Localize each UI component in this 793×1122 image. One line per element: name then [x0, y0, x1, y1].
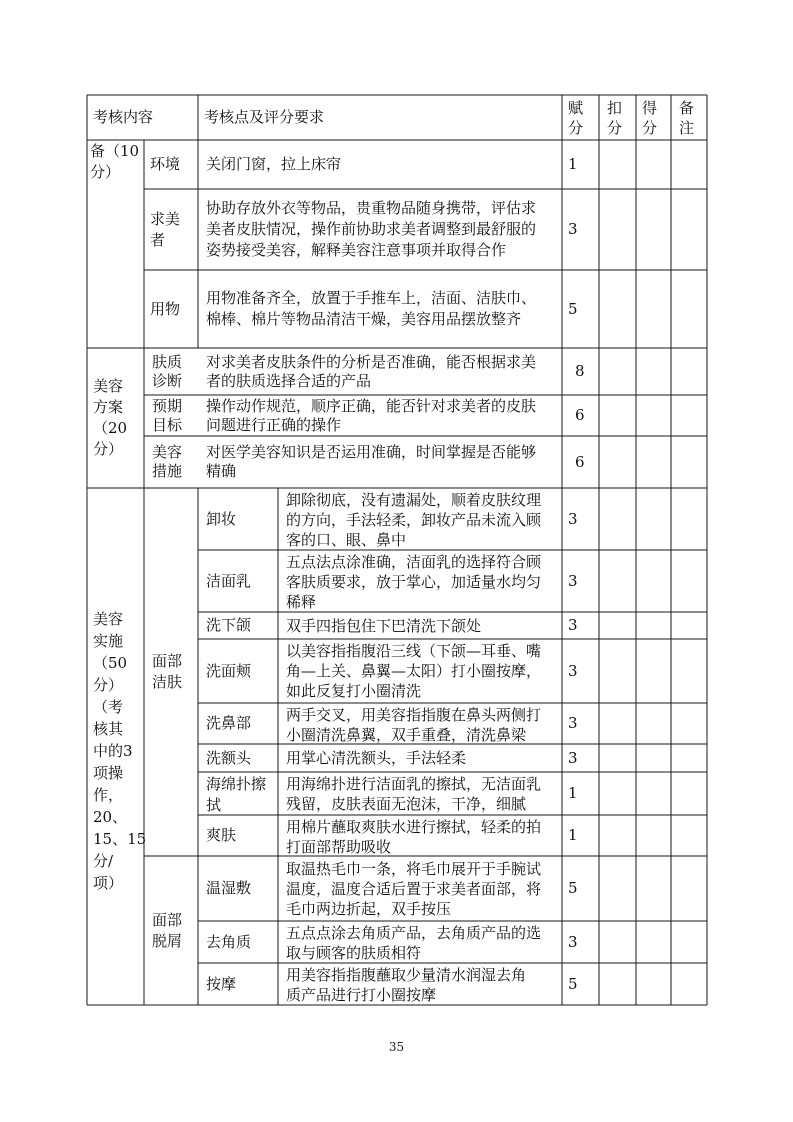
plan-item: 美容 措施: [152, 443, 183, 480]
impl-item: 爽肤: [206, 826, 237, 844]
impl-text: 卸除彻底，没有遗漏处，顺着皮肤纹理 的方向，手法轻柔，卸妆产品未流入顾 客的口、眼、鼻中: [286, 491, 542, 549]
impl-item: 按摩: [206, 974, 237, 993]
prep-text: 协助存放外衣等物品，贵重物品随身携带，评估求 美者皮肤情况，操作前协助求美者调整到最舒服的 姿势接受美容，解释美容注意事项并取得合作: [206, 199, 537, 259]
prep-category: 备（10 分）: [90, 142, 140, 181]
impl-text: 两手交叉，用美容指指腹在鼻头两侧打 小圈清洗鼻翼，双手重叠，清洗鼻梁: [286, 706, 542, 744]
prep-score: 3: [568, 220, 578, 238]
impl-text: 双手四指包住下巴清洗下颌处: [286, 616, 482, 635]
plan-score: 6: [575, 406, 585, 424]
prep-text: 用物准备齐全，放置于手推车上，洁面、洁肤巾、 棉棒、棉片等物品清洁干燥，美容用品摆放整齐: [206, 289, 537, 328]
plan-item: 肤质 诊断: [152, 352, 183, 390]
impl-score: 3: [568, 616, 578, 634]
impl-score: 3: [568, 714, 578, 732]
impl-text: 五点点涂去角质产品，去角质产品的选 取与顾客的肤质相符: [286, 924, 542, 962]
impl-category: 美容 实施 （50 分） （考 核其 中的3 项操 作， 20、 15、15 分/ 项）: [93, 610, 147, 892]
impl-score: 3: [568, 661, 578, 680]
impl-score: 1: [568, 784, 578, 802]
impl-score: 3: [568, 932, 578, 951]
impl-score: 5: [568, 974, 578, 993]
header-deduct: 扣 分: [607, 98, 623, 137]
prep-score: 5: [568, 299, 578, 318]
prep-item: 求美 者: [150, 209, 181, 249]
impl-text: 用海绵扑进行洁面乳的擦拭，无洁面乳 残留，皮肤表面无泡沫，干净，细腻: [286, 775, 542, 813]
impl-score: 3: [568, 571, 578, 590]
page-number: 35: [388, 1040, 405, 1054]
prep-text: 关闭门窗，拉上床帘: [206, 155, 342, 173]
impl-item: 洗鼻部: [206, 714, 252, 732]
header-criteria: 考核点及评分要求: [204, 108, 325, 126]
impl-text: 五点法点涂准确，洁面乳的选择符合顾 客肤质要求，放于掌心，加适量水均匀 稀释: [286, 553, 542, 611]
impl-score: 5: [568, 879, 578, 897]
impl-score: 3: [568, 748, 578, 767]
impl-item: 洗下颌: [206, 616, 252, 634]
header-score: 赋 分: [568, 98, 584, 137]
impl-score: 1: [568, 826, 578, 844]
header-content: 考核内容: [93, 108, 154, 126]
plan-category: 美容 方案 （20 分）: [93, 377, 128, 458]
impl-text: 取温热毛巾一条，将毛巾展开于手腕试 温度，温度合适后置于求美者面部，将 毛巾两边折起，双手按压: [286, 859, 542, 918]
prep-score: 1: [568, 155, 578, 173]
header-got: 得 分: [642, 98, 658, 137]
impl-text: 以美容指指腹沿三线（下颌—耳垂、嘴 角—上关、鼻翼—太阳）打小圈按摩， 如此反复打小圈清洗: [286, 642, 542, 700]
plan-score: 6: [575, 452, 585, 471]
plan-text: 对医学美容知识是否运用准确，时间掌握是否能够 精确: [206, 443, 537, 480]
plan-text: 操作动作规范，顺序正确，能否针对求美者的皮肤 问题进行正确的操作: [206, 397, 537, 434]
plan-score: 8: [575, 362, 585, 380]
impl-item: 去角质: [206, 932, 252, 951]
impl-text: 用美容指指腹蘸取少量清水润湿去角 质产品进行打小圈按摩: [286, 966, 527, 1004]
plan-item: 预期 目标: [152, 397, 183, 434]
impl-item: 洗额头: [206, 748, 252, 767]
impl-item: 海绵扑擦 拭: [206, 775, 267, 814]
impl-item: 洁面乳: [206, 571, 252, 590]
impl-score: 3: [568, 509, 578, 528]
header-note: 备 注: [679, 98, 695, 137]
prep-item: 环境: [150, 155, 181, 173]
impl-group: 面部 脱屑: [152, 910, 183, 950]
plan-text: 对求美者皮肤条件的分析是否准确，能否根据求美 者的肤质选择合适的产品: [206, 352, 537, 390]
impl-text: 用掌心清洗额头，手法轻柔: [286, 749, 467, 767]
impl-item: 卸妆: [206, 509, 237, 528]
impl-group: 面部 洁肤: [152, 652, 183, 691]
prep-item: 用物: [150, 299, 181, 318]
impl-item: 温湿敷: [206, 879, 252, 897]
impl-text: 用棉片蘸取爽肤水进行擦拭，轻柔的拍 打面部帮助吸收: [286, 818, 542, 856]
impl-item: 洗面颊: [206, 661, 252, 680]
